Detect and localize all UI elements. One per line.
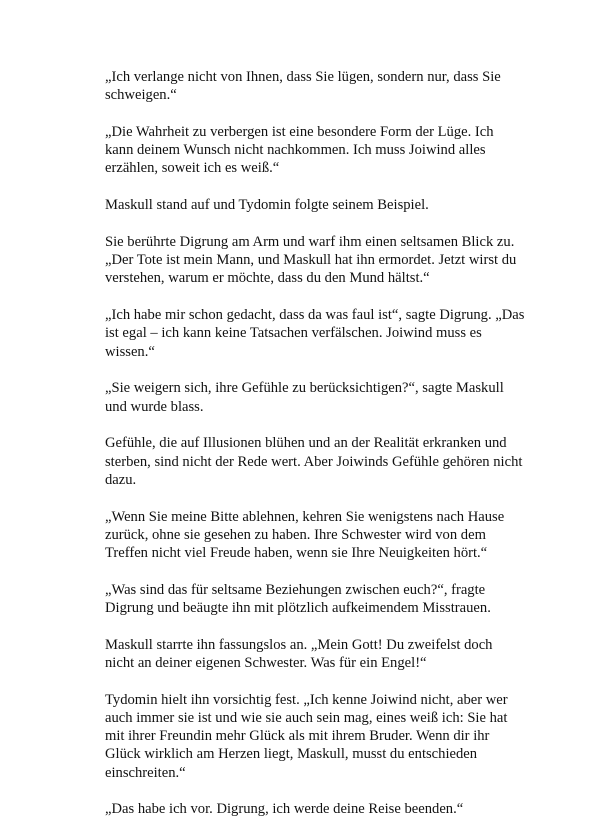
paragraph-4: Sie berührte Digrung am Arm und warf ihm einen seltsamen Blick zu. „Der Tote ist mein Mann, und Maskull hat ihn ermordet. Jetzt wirst du verstehen, warum er möchte, dass du den Mund hältst.“ [105,234,517,287]
paragraph-6: „Sie weigern sich, ihre Gefühle zu berücksichtigen?“, sagte Maskull und wurde blass. [105,380,504,415]
paragraph-10: Maskull starrte ihn fassungslos an. „Mein Gott! Du zweifelst doch nicht an deiner eigenen Schwester. Was für ein Engel!“ [105,636,493,672]
paragraph-9: „Was sind das für seltsame Beziehungen zwischen euch?“, fragte Digrung und beäugte ihn mit plötzlich aufkeimendem Misstrauen. [105,581,491,617]
paragraph-8: „Wenn Sie meine Bitte ablehnen, kehren Sie wenigstens nach Hause zurück, ohne sie gesehen zu haben. Ihre Schwester wird von dem Treffen nicht viel Freude haben, wenn sie Ihre Neuigkeiten hört.“ [105,508,505,562]
body-text [105,68,525,837]
paragraph-5: „Ich habe mir schon gedacht, dass da was faul ist“, sagte Digrung. „Das ist egal – ich kann keine Tatsachen verfälschen. Joiwind muss es wissen.“ [105,307,525,360]
paragraph-12: „Das habe ich vor. Digrung, ich werde deine Reise beenden.“ [105,801,464,818]
paragraph-1: „Ich verlange nicht von Ihnen, dass Sie lügen, sondern nur, dass Sie schweigen.“ [105,69,501,104]
paragraph-3: Maskull stand auf und Tydomin folgte seinem Beispiel. [105,197,429,214]
paragraph-2: „Die Wahrheit zu verbergen ist eine besondere Form der Lüge. Ich kann deinem Wunsch nicht nachkommen. Ich muss Joiwind alles erzählen, soweit ich es weiß.“ [105,124,494,177]
paragraph-7: Gefühle, die auf Illusionen blühen und an der Realität erkranken und sterben, sind nicht der Rede wert. Aber Joiwinds Gefühle gehören nicht dazu. [105,435,523,488]
paragraph-11: Tydomin hielt ihn vorsichtig fest. „Ich kenne Joiwind nicht, aber wer auch immer sie ist und wie sie auch sein mag, eines weiß ich: Sie hat mit ihrer Freundin mehr Glück als mit ihrem Bruder. Wenn dir ihr Glück wirklich am Herzen liegt, Maskull, musst du entschieden einschreiten.“ [105,691,508,781]
